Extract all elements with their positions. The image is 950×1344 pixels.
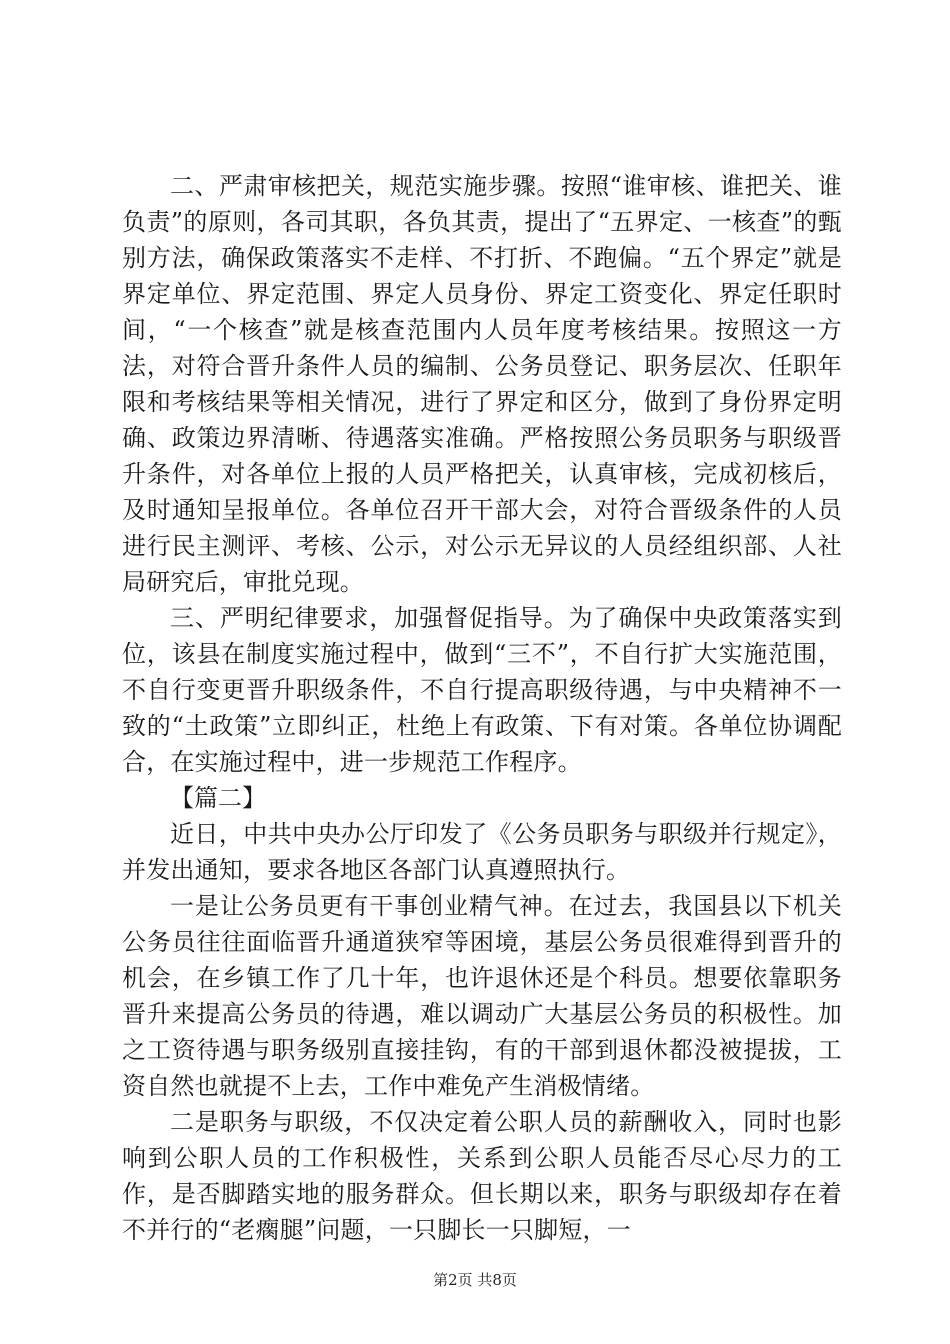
- document-body: [122, 168, 842, 1248]
- paragraph-section-three: 三、严明纪律要求，加强督促指导。为了确保中央政策落实到位，该县在制度实施过程中，做到“三不”，不自行扩大实施范围，不自行变更晋升职级条件，不自行提高职级待遇，与中央精神不一致的“土政策”立即纠正，杜绝上有政策、下有对策。各单位协调配合，在实施过程中，进一步规范工作程序。: [122, 604, 842, 776]
- page-number-footer: 第2页 共8页: [433, 1271, 517, 1289]
- paragraph-intro: 近日，中共中央办公厅印发了《公务员职务与职级并行规定》，并发出通知，要求各地区各部门认真遵照执行。: [122, 820, 842, 884]
- paragraph-point-one: 一是让公务员更有干事创业精气神。在过去，我国县以下机关公务员往往面临晋升通道狭窄等困境，基层公务员很难得到晋升的机会，在乡镇工作了几十年，也许退休还是个科员。想要依靠职务晋升来提高公务员的待遇，难以调动广大基层公务员的积极性。加之工资待遇与职务级别直接挂钩，有的干部到退休都没被提拔，工资自然也就提不上去，工作中难免产生消极情绪。: [122, 892, 842, 1100]
- paragraph-section-two: 二、严肃审核把关，规范实施步骤。按照“谁审核、谁把关、谁负责”的原则，各司其职，各负其责，提出了“五界定、一核查”的甄别方法，确保政策落实不走样、不打折、不跑偏。“五个界定”就是界定单位、界定范围、界定人员身份、界定工资变化、界定任职时间，“一个核查”就是核查范围内人员年度考核结果。按照这一方法，对符合晋升条件人员的编制、公务员登记、职务层次、任职年限和考核结果等相关情况，进行了界定和区分，做到了身份界定明确、政策边界清晰、待遇落实准确。严格按照公务员职务与职级晋升条件，对各单位上报的人员严格把关，认真审核，完成初核后，及时通知呈报单位。各单位召开干部大会，对符合晋级条件的人员进行民主测评、考核、公示，对公示无异议的人员经组织部、人社局研究后，审批兑现。: [122, 172, 842, 596]
- paragraph-point-two: 二是职务与职级，不仅决定着公职人员的薪酬收入，同时也影响到公职人员的工作积极性，关系到公职人员能否尽心尽力的工作，是否脚踏实地的服务群众。但长期以来，职务与职级却存在着不并行的“老瘸腿”问题，一只脚长一只脚短，一: [122, 1108, 842, 1244]
- section-heading-part-two: 【篇二】: [170, 784, 266, 812]
